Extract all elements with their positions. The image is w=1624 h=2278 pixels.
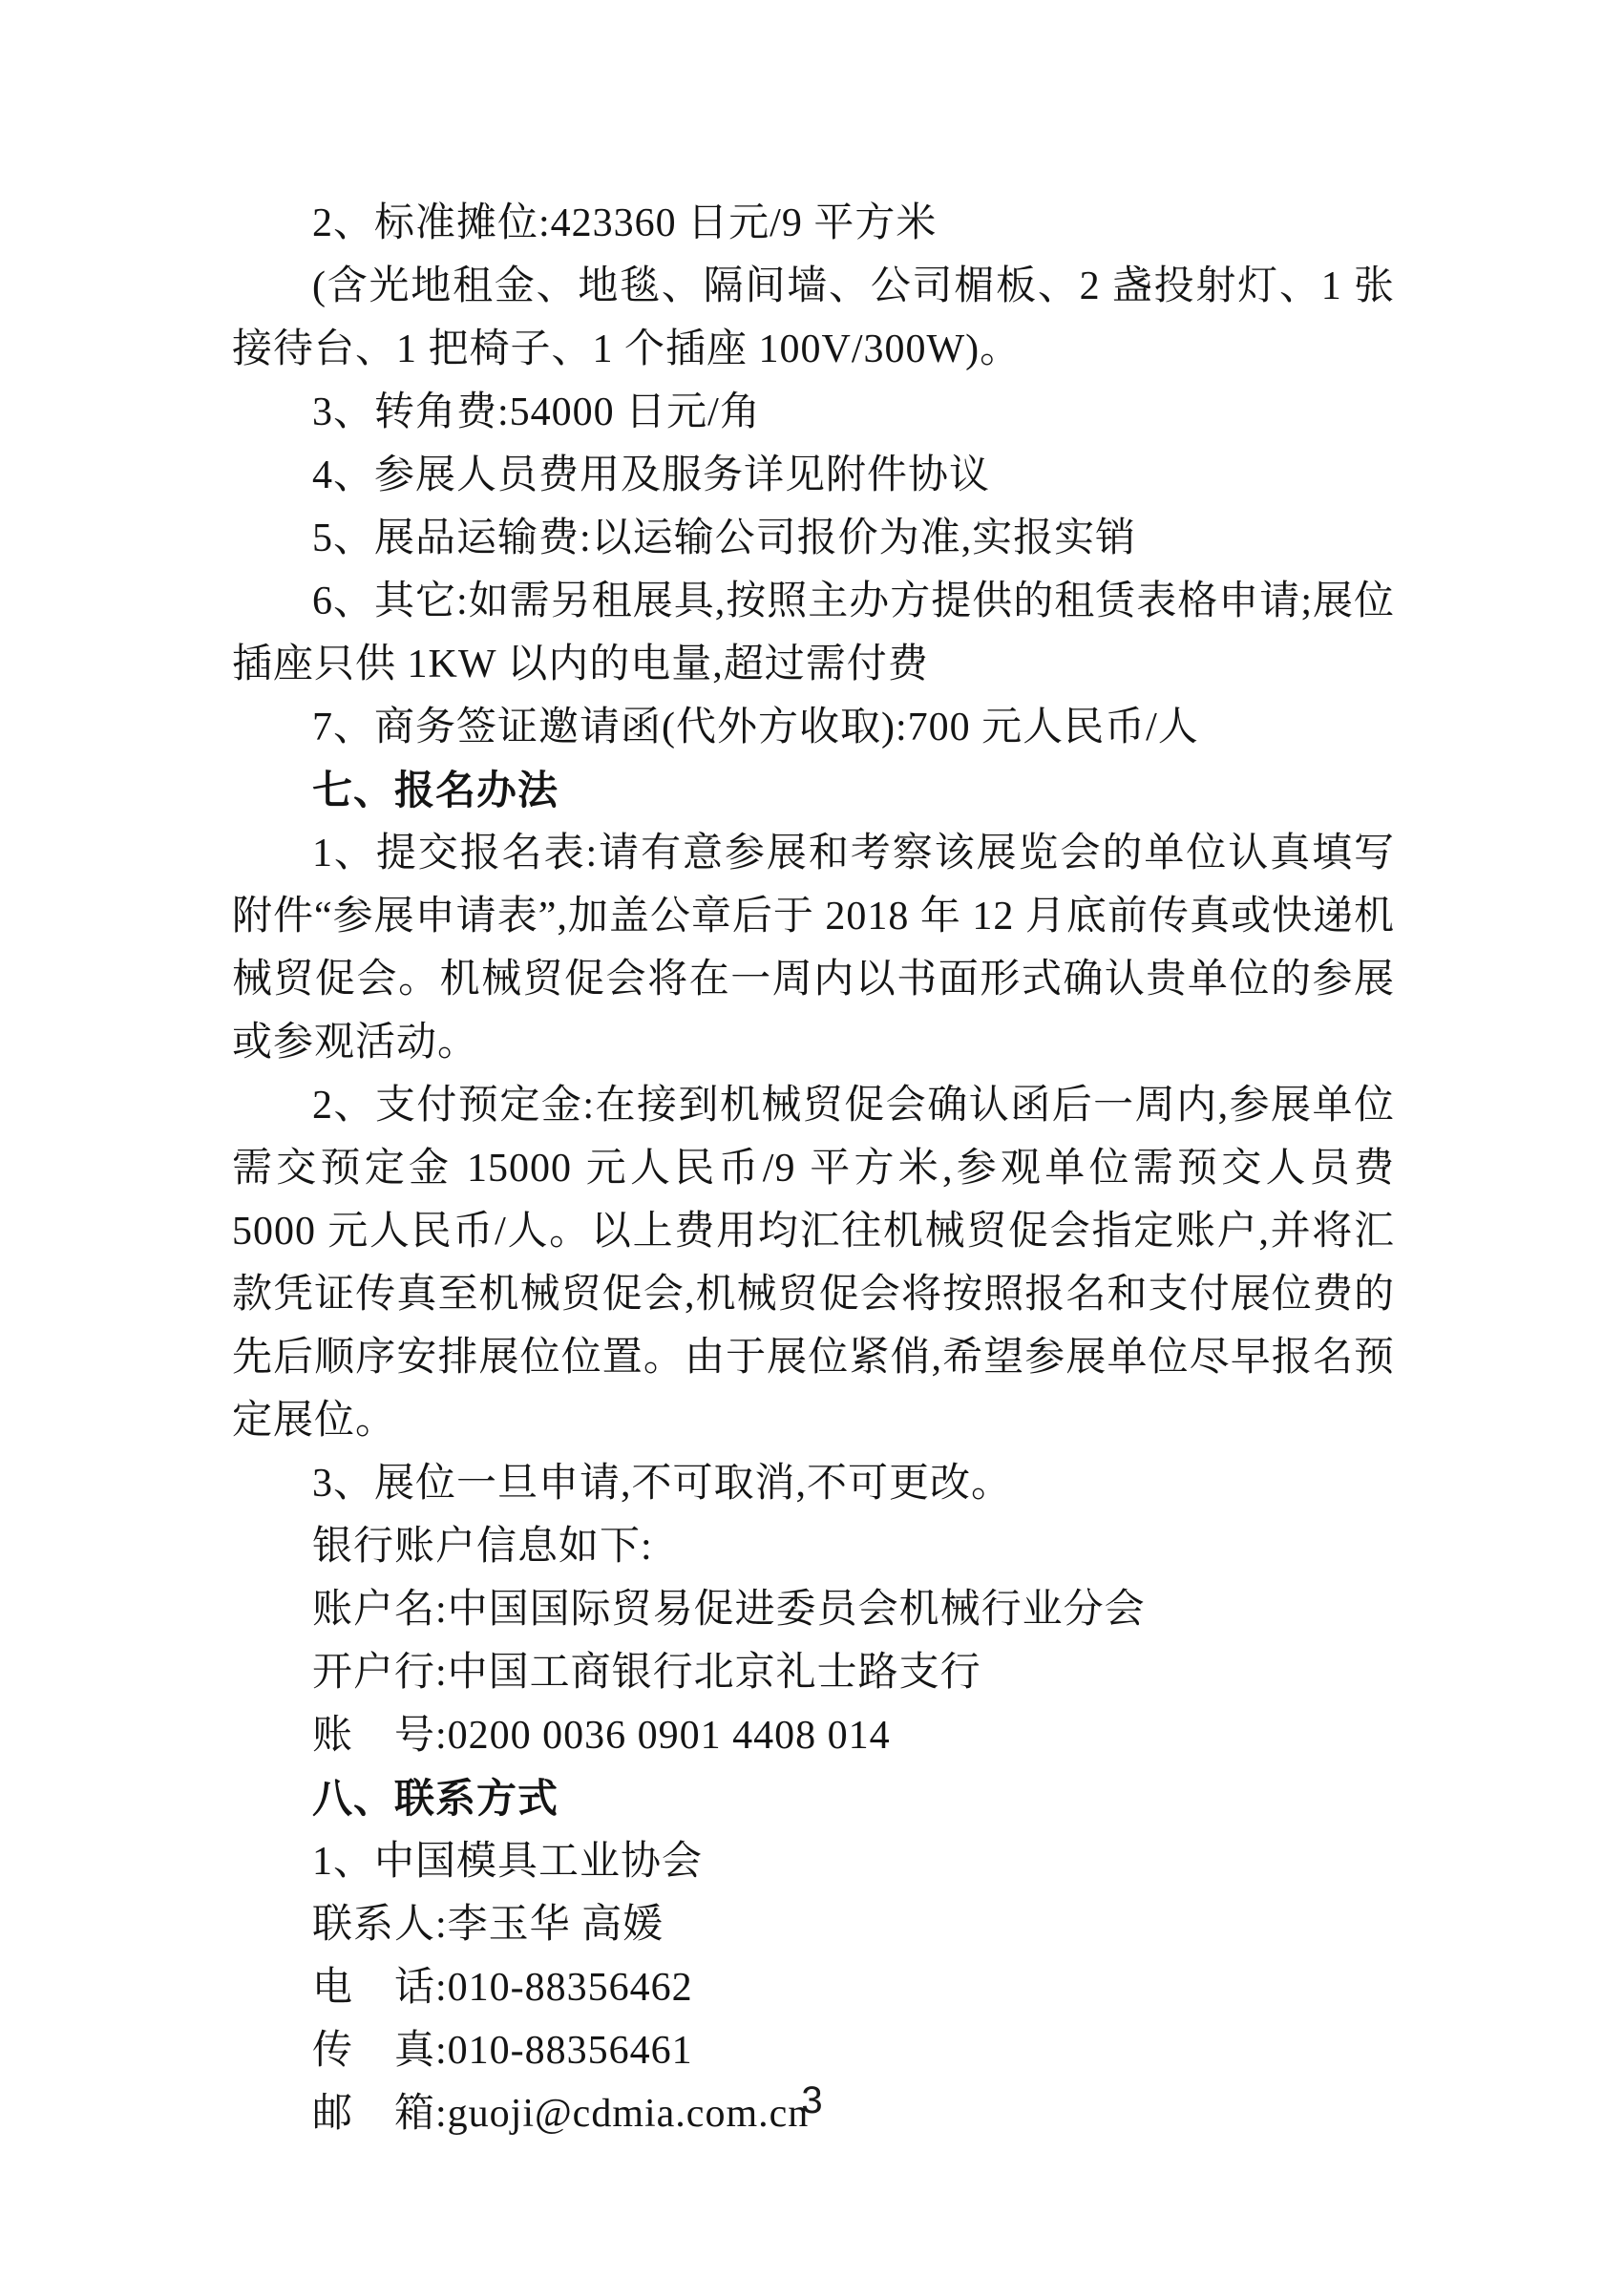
fee-exhibit-shipping: 5、展品运输费:以运输公司报价为准,实报实销 [312,517,1137,560]
page-number: 3 [801,2079,823,2121]
document-body [232,192,1395,2145]
registration-step-no-cancel: 3、展位一旦申请,不可取消,不可更改。 [312,1462,1013,1506]
fee-standard-booth: 2、标准摊位:423360 日元/9 平方米 [312,201,938,245]
bank-info-intro: 银行账户信息如下: [312,1525,653,1569]
bank-account-number: 账 号:0200 0036 0901 4408 014 [312,1714,891,1758]
fee-other: 6、其它:如需另租展具,按照主办方提供的租赁表格申请;展位插座只供 1KW 以内的电量,超过需付费 [232,580,1395,686]
section-heading-contact-info: 八、联系方式 [312,1776,559,1821]
bank-account-name: 账户名:中国国际贸易促进委员会机械行业分会 [312,1588,1146,1632]
bank-branch: 开户行:中国工商银行北京礼士路支行 [312,1651,981,1695]
fee-staff-service: 4、参展人员费用及服务详见附件协议 [312,453,991,497]
contact-organization: 1、中国模具工业协会 [312,1840,704,1884]
contact-email: 邮 箱:guoji@cdmia.com.cn [312,2092,810,2136]
registration-step-pay-deposit: 2、支付预定金:在接到机械贸促会确认函后一周内,参展单位需交预定金 15000 元人民币/9 平方米,参观单位需预交人员费 5000 元人民币/人。以上费用均汇往机械贸促会指定账户,并将汇款凭证传真至机械贸促会,机械贸促会将按照报名和支付展位费的先后顺序安排展位位置。由于展位紧俏,希望参展单位尽早报名预定展位。 [232,1084,1395,1443]
fee-visa-invitation: 7、商务签证邀请函(代外方收取):700 元人民币/人 [312,706,1199,749]
section-heading-registration-method: 七、报名办法 [312,768,559,812]
contact-phone: 电 话:010-88356462 [312,1966,693,2010]
contact-person: 联系人:李玉华 高媛 [312,1903,664,1947]
booth-includes-note: (含光地租金、地毯、隔间墙、公司楣板、2 盏投射灯、1 张接待台、1 把椅子、1 个插座 100V/300W)。 [232,264,1395,371]
fee-corner: 3、转角费:54000 日元/角 [312,390,761,434]
registration-step-submit-form: 1、提交报名表:请有意参展和考察该展览会的单位认真填写附件“参展申请表”,加盖公章后于 2018 年 12 月底前传真或快递机械贸促会。机械贸促会将在一周内以书面形式确认贵单位的参展或参观活动。 [232,832,1395,1065]
contact-fax: 传 真:010-88356461 [312,2029,693,2073]
